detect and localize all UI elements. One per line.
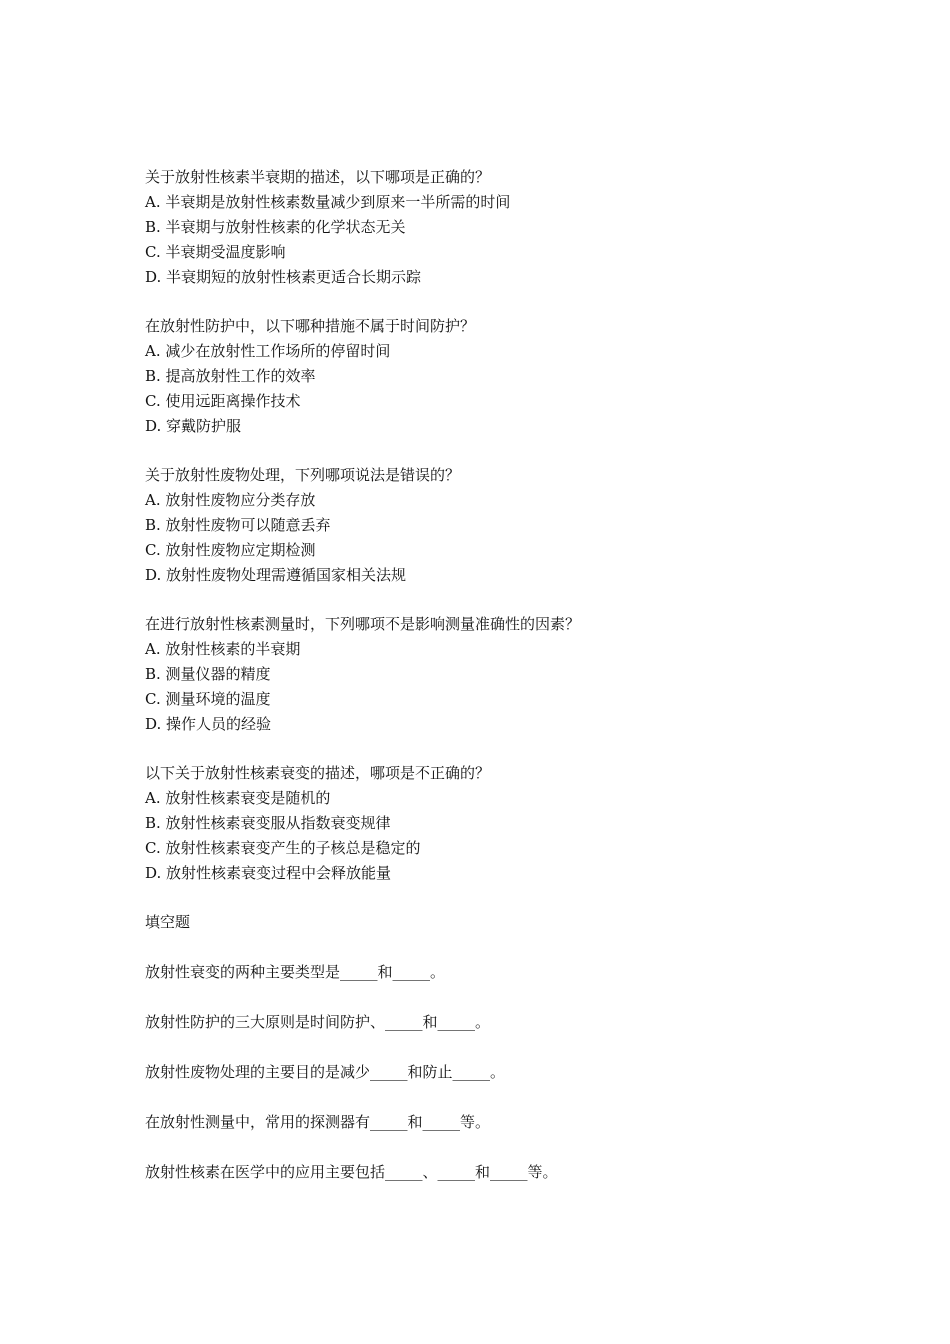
option-d: D. 操作人员的经验 bbox=[145, 715, 272, 733]
option-a: A. 放射性核素的半衰期 bbox=[145, 640, 301, 658]
option-c: C. 半衰期受温度影响 bbox=[145, 243, 286, 261]
option-d: D. 穿戴防护服 bbox=[145, 417, 242, 435]
fill-question: 在放射性测量中，常用的探测器有_____和_____等。 bbox=[145, 1113, 491, 1131]
fill-question: 放射性衰变的两种主要类型是_____和_____。 bbox=[145, 963, 446, 981]
fill-question: 放射性防护的三大原则是时间防护、_____和_____。 bbox=[145, 1013, 491, 1031]
option-c: C. 放射性核素衰变产生的子核总是稳定的 bbox=[145, 839, 421, 857]
option-c: C. 放射性废物应定期检测 bbox=[145, 541, 316, 559]
option-c: C. 使用远距离操作技术 bbox=[145, 392, 301, 410]
fill-question: 放射性废物处理的主要目的是减少_____和防止_____。 bbox=[145, 1063, 506, 1081]
option-b: B. 测量仪器的精度 bbox=[145, 665, 271, 683]
option-d: D. 放射性核素衰变过程中会释放能量 bbox=[145, 864, 392, 882]
option-b: B. 半衰期与放射性核素的化学状态无关 bbox=[145, 218, 406, 236]
fill-section-title: 填空题 bbox=[145, 913, 191, 931]
question-stem: 关于放射性核素半衰期的描述，以下哪项是正确的？ bbox=[145, 168, 491, 186]
choice-question bbox=[145, 761, 865, 886]
choice-question bbox=[145, 612, 865, 737]
option-b: B. 放射性废物可以随意丢弃 bbox=[145, 516, 331, 534]
question-stem: 在进行放射性核素测量时，下列哪项不是影响测量准确性的因素？ bbox=[145, 615, 581, 633]
option-a: A. 放射性废物应分类存放 bbox=[145, 491, 316, 509]
option-b: B. 放射性核素衰变服从指数衰变规律 bbox=[145, 814, 391, 832]
option-b: B. 提高放射性工作的效率 bbox=[145, 367, 316, 385]
question-stem: 以下关于放射性核素衰变的描述，哪项是不正确的？ bbox=[145, 764, 491, 782]
choice-question bbox=[145, 165, 865, 290]
choice-question bbox=[145, 463, 865, 588]
fill-question: 放射性核素在医学中的应用主要包括_____、_____和_____等。 bbox=[145, 1163, 558, 1181]
option-a: A. 放射性核素衰变是随机的 bbox=[145, 789, 331, 807]
question-stem: 在放射性防护中，以下哪种措施不属于时间防护？ bbox=[145, 317, 476, 335]
option-a: A. 减少在放射性工作场所的停留时间 bbox=[145, 342, 391, 360]
question-stem: 关于放射性废物处理，下列哪项说法是错误的？ bbox=[145, 466, 461, 484]
option-a: A. 半衰期是放射性核素数量减少到原来一半所需的时间 bbox=[145, 193, 511, 211]
document-content bbox=[145, 165, 865, 1210]
option-d: D. 放射性废物处理需遵循国家相关法规 bbox=[145, 566, 407, 584]
option-c: C. 测量环境的温度 bbox=[145, 690, 271, 708]
option-d: D. 半衰期短的放射性核素更适合长期示踪 bbox=[145, 268, 422, 286]
choice-question bbox=[145, 314, 865, 439]
